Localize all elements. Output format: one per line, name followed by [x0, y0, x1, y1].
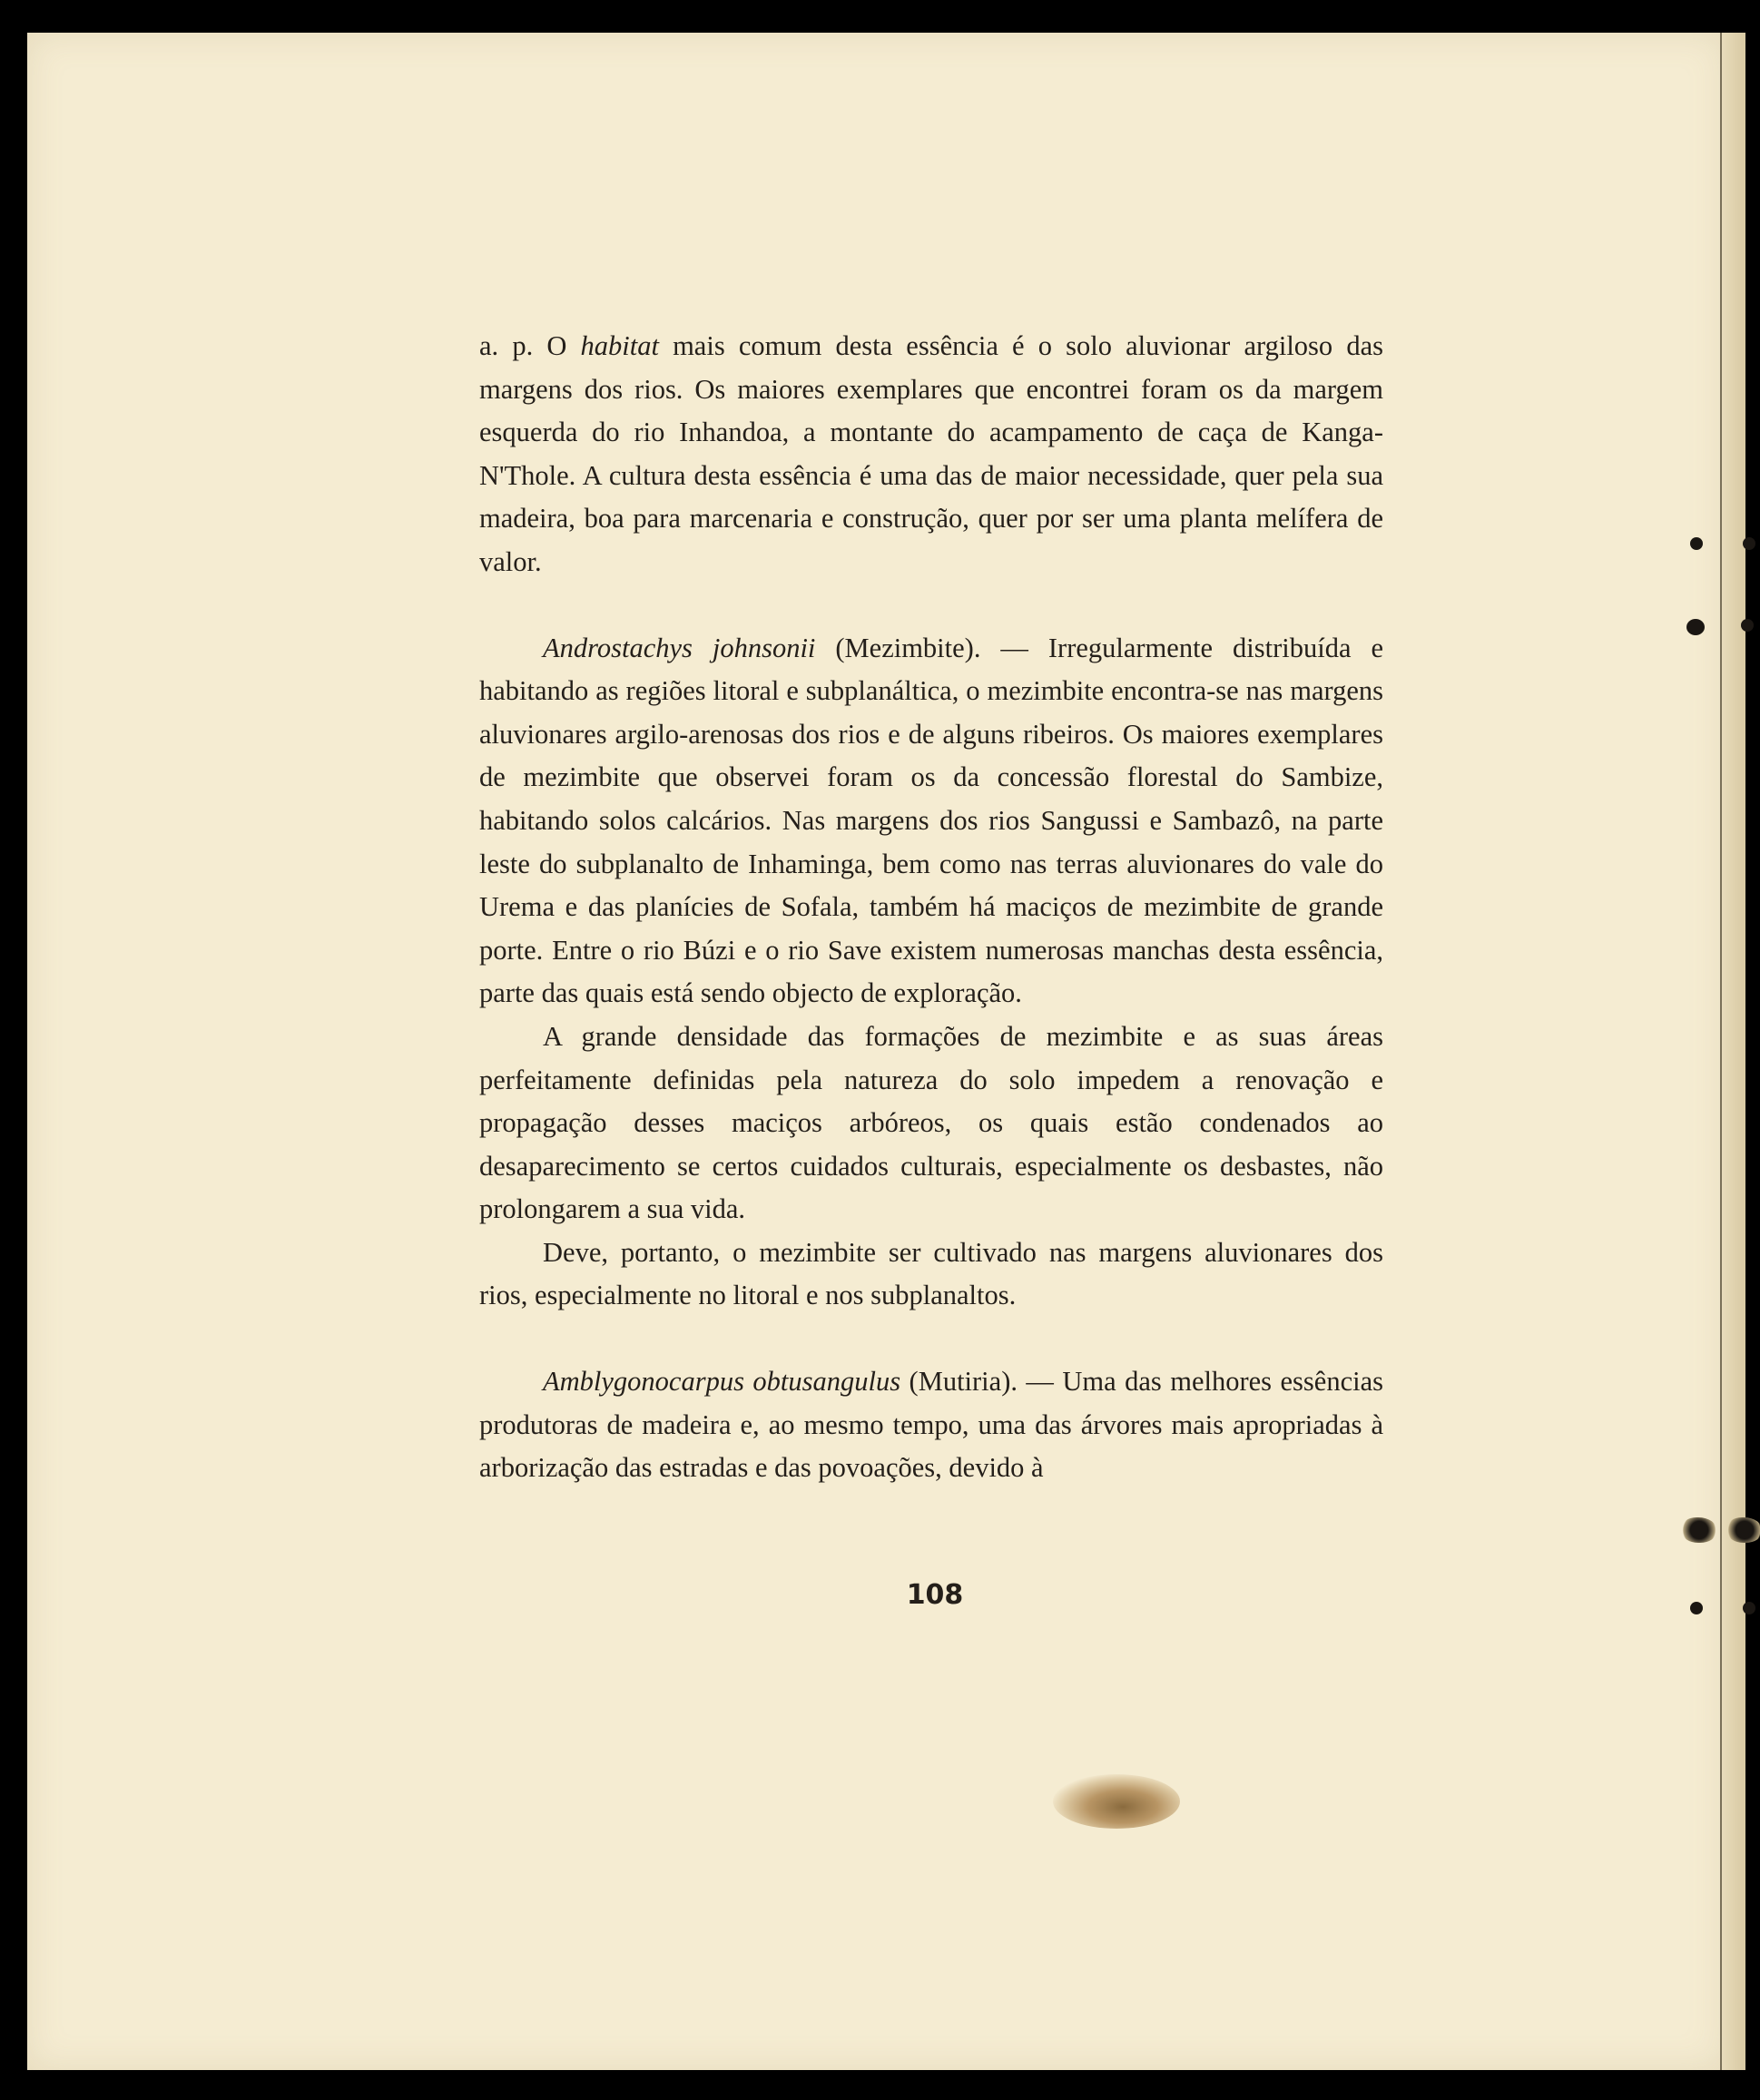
page-text	[479, 325, 1383, 1490]
binding-hole	[1690, 1602, 1703, 1614]
paragraph-density: A grande densidade das formações de mezimbite e as suas áreas perfeitamente definidas pela natureza do solo impedem a renovação e propagação desses maciços arbóreos, os quais estão condenados ao desaparecimento se certos cuidados culturais, especialmente os desbastes, não prolongarem a sua vida.	[479, 1020, 1383, 1225]
paragraph-androstachys	[479, 627, 1383, 1016]
paragraph-amblygonocarpus	[479, 1360, 1383, 1490]
binding-hole	[1743, 537, 1755, 550]
binding-hole	[1686, 619, 1705, 635]
paragraph-cultivation: Deve, portanto, o mezimbite ser cultivado nas margens aluvionares dos rios, especialmente no litoral e nos subplanaltos.	[479, 1236, 1383, 1311]
binding-hole	[1741, 619, 1754, 632]
paper-stain	[1053, 1774, 1180, 1829]
page-number: 108	[906, 1579, 964, 1611]
binding-hole	[1743, 1602, 1755, 1614]
page-edge	[1720, 33, 1745, 2070]
torn-binding-hole	[1681, 1517, 1717, 1543]
paragraph-1	[479, 325, 1383, 584]
habitat-term: habitat	[580, 330, 659, 361]
page-border-line	[1720, 33, 1722, 2070]
paragraph-amblygonocarpus-text: (Mutiria). — Uma das melhores essências produtoras de madeira e, ao mesmo tempo, uma das árvores mais apropriadas à arborização das estradas e das povoações, devido à	[479, 1366, 1383, 1484]
binding-hole	[1690, 537, 1703, 550]
paragraph-androstachys-text: (Mezimbite). — Irregularmente distribuída e habitando as regiões litoral e subplanáltica, o mezimbite encontra-se nas margens aluvionares argilo-arenosas dos rios e de alguns ribeiros. Os maiores exemplares de mezimbite que observei foram os da concessão florestal do Sambize, habitando solos calcários. Nas margens dos rios Sangussi e Sambazô, na parte leste do subplanalto de Inhaminga, bem como nas terras aluvionares do vale do Urema e das planícies de Sofala, também há maciços de mezimbite de grande porte. Entre o rio Búzi e o rio Save existem numerosas manchas desta essência, parte das quais está sendo objecto de exploração.	[479, 632, 1383, 1009]
species-name-androstachys: Androstachys johnsonii	[543, 632, 816, 663]
paragraph-1-lead: a. p. O	[479, 330, 581, 361]
paragraph-1-rest: mais comum desta essência é o solo aluvionar argiloso das margens dos rios. Os maiores exemplares que encontrei foram os da margem esquerda do rio Inhandoa, a montante do acampamento de caça de Kanga-N'Thole. A cultura desta essência é uma das de maior necessidade, quer pela sua madeira, boa para marcenaria e construção, quer por ser uma planta melífera de valor.	[479, 330, 1383, 577]
species-name-amblygonocarpus: Amblygonocarpus obtusangulus	[543, 1366, 901, 1398]
torn-binding-hole	[1726, 1517, 1760, 1543]
